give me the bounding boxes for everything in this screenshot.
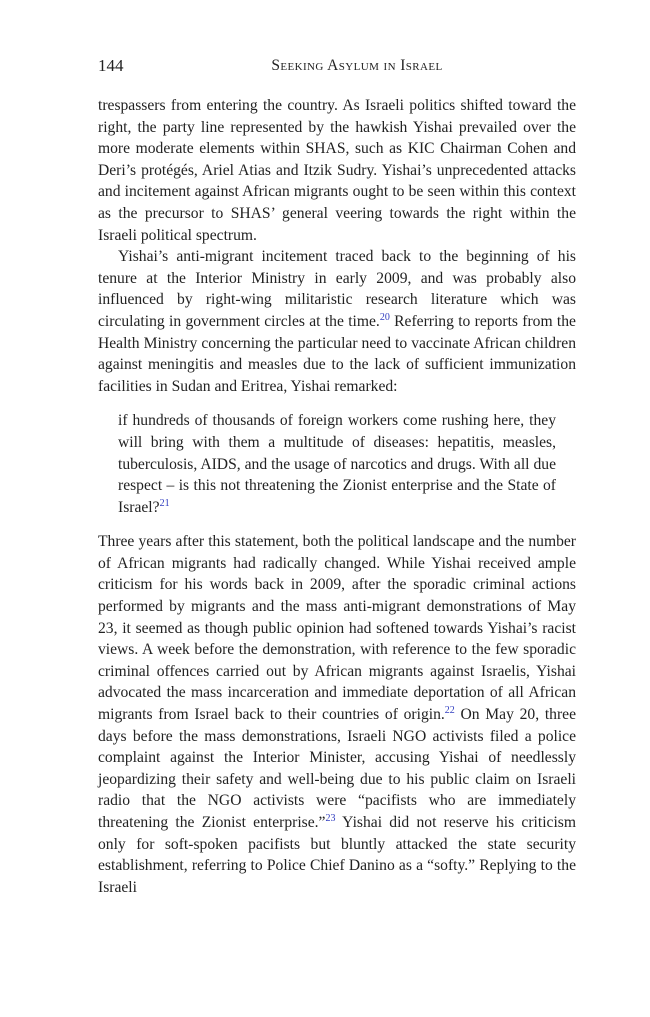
block-quote (118, 410, 556, 518)
paragraph-text: Yishai did not reserve his criticism only for soft-spoken pacifists but bluntly attacked the state security establishment, referring to Police Chief Danino as a “softy.” Replying to the Israeli (98, 814, 576, 896)
paragraph-text: trespassers from entering the country. As Israeli politics shifted toward the right, the party line represented by the hawkish Yishai prevailed over the more moderate elements within SHAS, such as KIC Chairman Cohen and Deri’s protégés, Ariel Atias and Itzik Sudry. Yishai’s unprecedented attacks and incitement against African migrants ought to be seen within this context as the precursor to SHAS’ general veering towards the right within the Israeli political spectrum. (98, 97, 576, 244)
footnote-ref-21[interactable]: 21 (159, 497, 170, 509)
paragraph-text: Three years after this statement, both the political landscape and the number of African migrants had radically changed. While Yishai received ample criticism for his words back in 2009, after the sporadic criminal actions performed by migrants and the mass anti-migrant demonstrations of May 23, it seemed as though public opinion had softened towards Yishai’s racist views. A week before the demonstration, with reference to the few sporadic criminal offences carried out by African migrants against Israelis, Yishai advocated the mass incarceration and immediate deportation of all African migrants from Israel back to their countries of origin. (98, 533, 576, 724)
paragraph (98, 246, 576, 397)
page-number: 144 (98, 56, 124, 75)
running-title: Seeking Asylum in Israel (271, 57, 443, 74)
paragraph-text: On May 20, three days before the mass demonstrations, Israeli NGO activists filed a police complaint against the Interior Minister, accusing Yishai of needlessly jeopardizing their safety and well-being due to his public claim on Israeli radio that the NGO activists were “pacifists who are immediately threatening the Zionist enterprise.” (98, 706, 576, 831)
paragraph-text: Referring to reports from the Health Ministry concerning the particular need to vaccinate African children against meningitis and measles due to the lack of sufficient immunization facilities in Sudan and Eritrea, Yishai remarked: (98, 312, 576, 395)
paragraph (98, 95, 576, 246)
footnote-ref-22[interactable]: 22 (444, 704, 455, 716)
page-body (98, 95, 576, 898)
quote-text: if hundreds of thousands of foreign workers come rushing here, they will bring with them a multitude of diseases: hepatitis, measles, tuberculosis, AIDS, and the usage of narcotics and drugs. With all due respect – is this not threatening the Zionist enterprise and the State of Israel? (118, 412, 556, 516)
page-header (98, 54, 576, 78)
paragraph-text: Yishai’s anti-migrant incitement traced back to the beginning of his tenure at the Interior Ministry in early 2009, and was probably also influenced by right-wing militaristic research literature which was circulating in government circles at the time. (98, 248, 576, 330)
footnote-ref-20[interactable]: 20 (379, 311, 390, 323)
footnote-ref-23[interactable]: 23 (325, 812, 336, 824)
paragraph (98, 531, 576, 898)
